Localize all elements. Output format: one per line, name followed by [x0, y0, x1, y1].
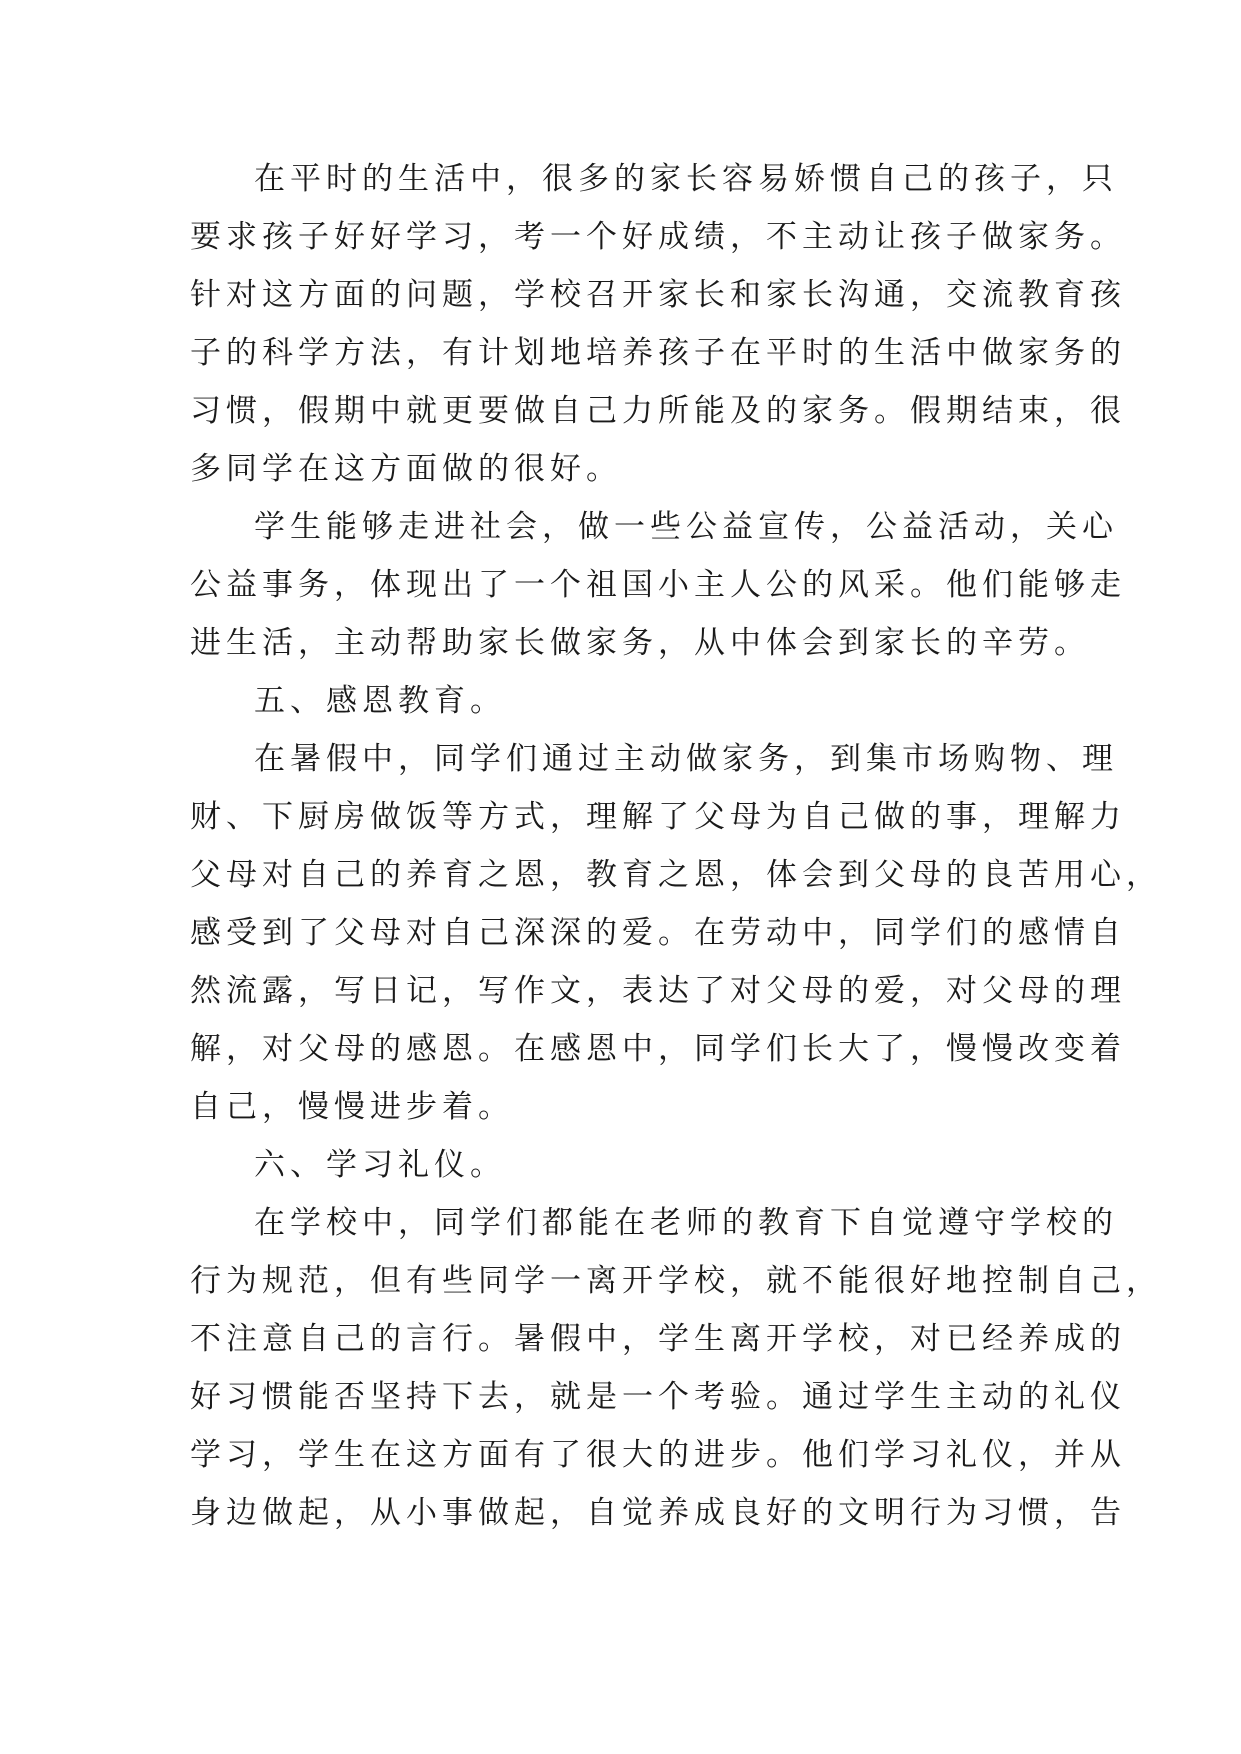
paragraph-line: 感受到了父母对自己深深的爱。在劳动中，同学们的感情自 — [190, 915, 1126, 951]
paragraph-line: 身边做起，从小事做起，自觉养成良好的文明行为习惯，告 — [190, 1495, 1126, 1531]
paragraph-line: 习惯，假期中就更要做自己力所能及的家务。假期结束，很 — [190, 393, 1126, 429]
paragraph-line: 解，对父母的感恩。在感恩中，同学们长大了，慢慢改变着 — [190, 1031, 1126, 1067]
paragraph-line: 进生活，主动帮助家长做家务，从中体会到家长的辛劳。 — [190, 625, 1090, 661]
body-text — [190, 150, 1162, 1542]
paragraph-line: 学生能够走进社会，做一些公益宣传，公益活动，关心 — [254, 509, 1118, 545]
paragraph-line: 然流露，写日记，写作文，表达了对父母的爱，对父母的理 — [190, 973, 1126, 1009]
paragraph-line: 好习惯能否坚持下去，就是一个考验。通过学生主动的礼仪 — [190, 1379, 1126, 1415]
paragraph-line: 子的科学方法，有计划地培养孩子在平时的生活中做家务的 — [190, 335, 1126, 371]
paragraph-line: 自己，慢慢进步着。 — [190, 1089, 514, 1125]
paragraph-line: 公益事务，体现出了一个祖国小主人公的风采。他们能够走 — [190, 567, 1126, 603]
paragraph-line: 针对这方面的问题，学校召开家长和家长沟通，交流教育孩 — [190, 277, 1126, 313]
paragraph-line: 多同学在这方面做的很好。 — [190, 451, 622, 487]
paragraph-line: 财、下厨房做饭等方式，理解了父母为自己做的事，理解力 — [190, 799, 1126, 835]
section-heading: 六、学习礼仪。 — [254, 1147, 506, 1183]
paragraph-line: 行为规范，但有些同学一离开学校，就不能很好地控制自己， — [190, 1263, 1162, 1299]
paragraph-line: 在平时的生活中，很多的家长容易娇惯自己的孩子，只 — [254, 161, 1118, 197]
paragraph-line: 学习，学生在这方面有了很大的进步。他们学习礼仪，并从 — [190, 1437, 1126, 1473]
paragraph-line: 在学校中，同学们都能在老师的教育下自觉遵守学校的 — [254, 1205, 1118, 1241]
paragraph-line: 父母对自己的养育之恩，教育之恩，体会到父母的良苦用心， — [190, 857, 1162, 893]
section-heading: 五、感恩教育。 — [254, 683, 506, 719]
paragraph-line: 在暑假中，同学们通过主动做家务，到集市场购物、理 — [254, 741, 1118, 777]
paragraph-line: 不注意自己的言行。暑假中，学生离开学校，对已经养成的 — [190, 1321, 1126, 1357]
paragraph-line: 要求孩子好好学习，考一个好成绩，不主动让孩子做家务。 — [190, 219, 1126, 255]
